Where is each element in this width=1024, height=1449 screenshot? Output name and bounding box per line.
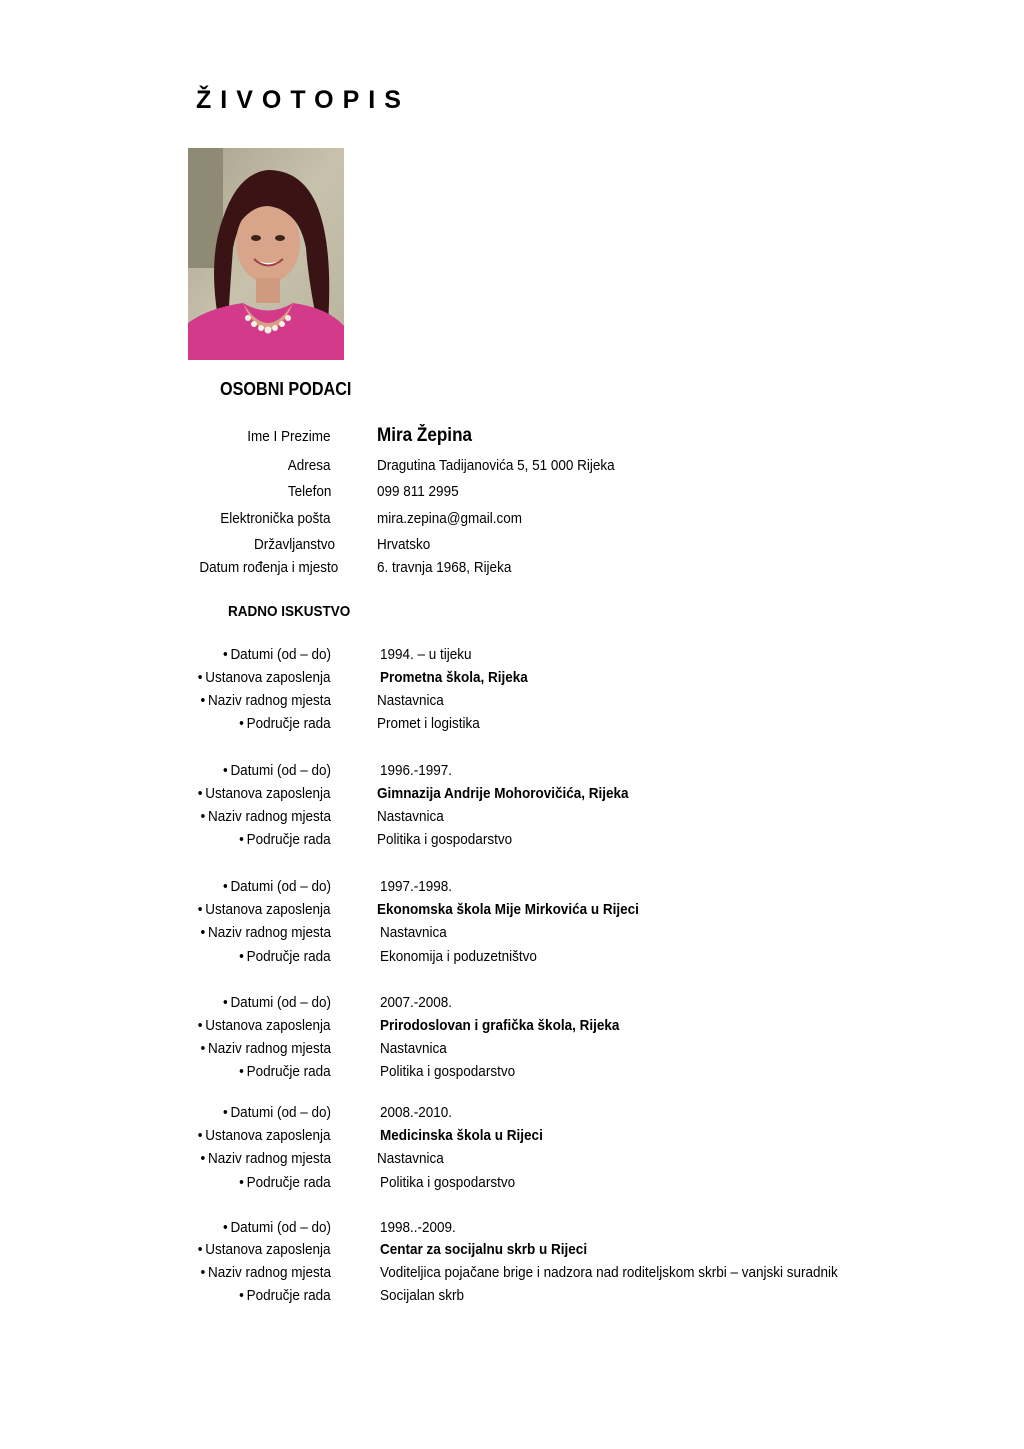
work-experience-heading: RADNO ISKUSTVO: [228, 603, 351, 620]
birth-value: 6. travnja 1968, Rijeka: [377, 559, 512, 576]
dates-value: 1994. – u tijeku: [380, 646, 472, 663]
dates-label: • Datumi (od – do): [223, 762, 331, 779]
dates-label: • Datumi (od – do): [223, 1104, 331, 1121]
dates-label: • Datumi (od – do): [223, 878, 331, 895]
dates-value: 1996.-1997.: [380, 762, 453, 779]
personal-info-heading: OSOBNI PODACI: [220, 379, 352, 399]
field-value: Ekonomija i poduzetništvo: [380, 948, 537, 965]
position-label: • Naziv radnog mjesta: [200, 808, 331, 825]
citizenship-value: Hrvatsko: [377, 536, 431, 553]
institution-label: • Ustanova zaposlenja: [198, 1127, 331, 1144]
position-label: • Naziv radnog mjesta: [200, 1040, 331, 1057]
institution-label: • Ustanova zaposlenja: [198, 901, 331, 918]
dates-label: • Datumi (od – do): [223, 994, 331, 1011]
dates-label: • Datumi (od – do): [223, 646, 331, 663]
field-label: • Područje rada: [239, 1174, 331, 1191]
field-label: • Područje rada: [239, 1287, 331, 1304]
institution-value: Centar za socijalnu skrb u Rijeci: [380, 1241, 588, 1258]
field-label: • Područje rada: [239, 1063, 331, 1080]
position-value: Voditeljica pojačane brige i nadzora nad roditeljskom skrbi – vanjski suradnik: [380, 1264, 838, 1281]
name-label: Ime I Prezime: [247, 428, 331, 445]
institution-value: Prirodoslovan i grafička škola, Rijeka: [380, 1017, 620, 1034]
position-value: Nastavnica: [377, 1150, 444, 1167]
position-label: • Naziv radnog mjesta: [200, 1264, 331, 1281]
dates-value: 1997.-1998.: [380, 878, 453, 895]
email-value: mira.zepina@gmail.com: [377, 510, 523, 527]
position-label: • Naziv radnog mjesta: [200, 1150, 331, 1167]
institution-label: • Ustanova zaposlenja: [198, 1017, 331, 1034]
field-value: Promet i logistika: [377, 715, 480, 732]
birth-label: Datum rođenja i mjesto: [199, 559, 338, 576]
institution-value: Gimnazija Andrije Mohorovičića, Rijeka: [377, 785, 629, 802]
position-label: • Naziv radnog mjesta: [200, 692, 331, 709]
field-value: Politika i gospodarstvo: [380, 1174, 516, 1191]
phone-value: 099 811 2995: [377, 483, 459, 500]
address-value: Dragutina Tadijanovića 5, 51 000 Rijeka: [377, 457, 615, 474]
institution-value: Medicinska škola u Rijeci: [380, 1127, 543, 1144]
full-name: Mira Žepina: [377, 425, 473, 446]
institution-value: Prometna škola, Rijeka: [380, 669, 528, 686]
institution-label: • Ustanova zaposlenja: [198, 1241, 331, 1258]
institution-label: • Ustanova zaposlenja: [198, 669, 331, 686]
dates-value: 1998..-2009.: [380, 1219, 456, 1236]
email-label: Elektronička pošta: [220, 510, 331, 527]
institution-value: Ekonomska škola Mije Mirkovića u Rijeci: [377, 901, 639, 918]
field-value: Politika i gospodarstvo: [377, 831, 513, 848]
field-value: Politika i gospodarstvo: [380, 1063, 516, 1080]
field-label: • Područje rada: [239, 948, 331, 965]
institution-label: • Ustanova zaposlenja: [198, 785, 331, 802]
position-label: • Naziv radnog mjesta: [200, 924, 331, 941]
field-value: Socijalan skrb: [380, 1287, 465, 1304]
citizenship-label: Državljanstvo: [253, 536, 335, 553]
field-label: • Područje rada: [239, 831, 331, 848]
dates-label: • Datumi (od – do): [223, 1219, 331, 1236]
profile-photo: [188, 148, 344, 360]
document-title: ŽIVOTOPIS: [196, 86, 410, 114]
dates-value: 2007.-2008.: [380, 994, 453, 1011]
phone-label: Telefon: [287, 483, 331, 500]
position-value: Nastavnica: [377, 692, 444, 709]
address-label: Adresa: [288, 457, 331, 474]
position-value: Nastavnica: [380, 924, 447, 941]
field-label: • Područje rada: [239, 715, 331, 732]
dates-value: 2008.-2010.: [380, 1104, 453, 1121]
position-value: Nastavnica: [380, 1040, 447, 1057]
position-value: Nastavnica: [377, 808, 444, 825]
